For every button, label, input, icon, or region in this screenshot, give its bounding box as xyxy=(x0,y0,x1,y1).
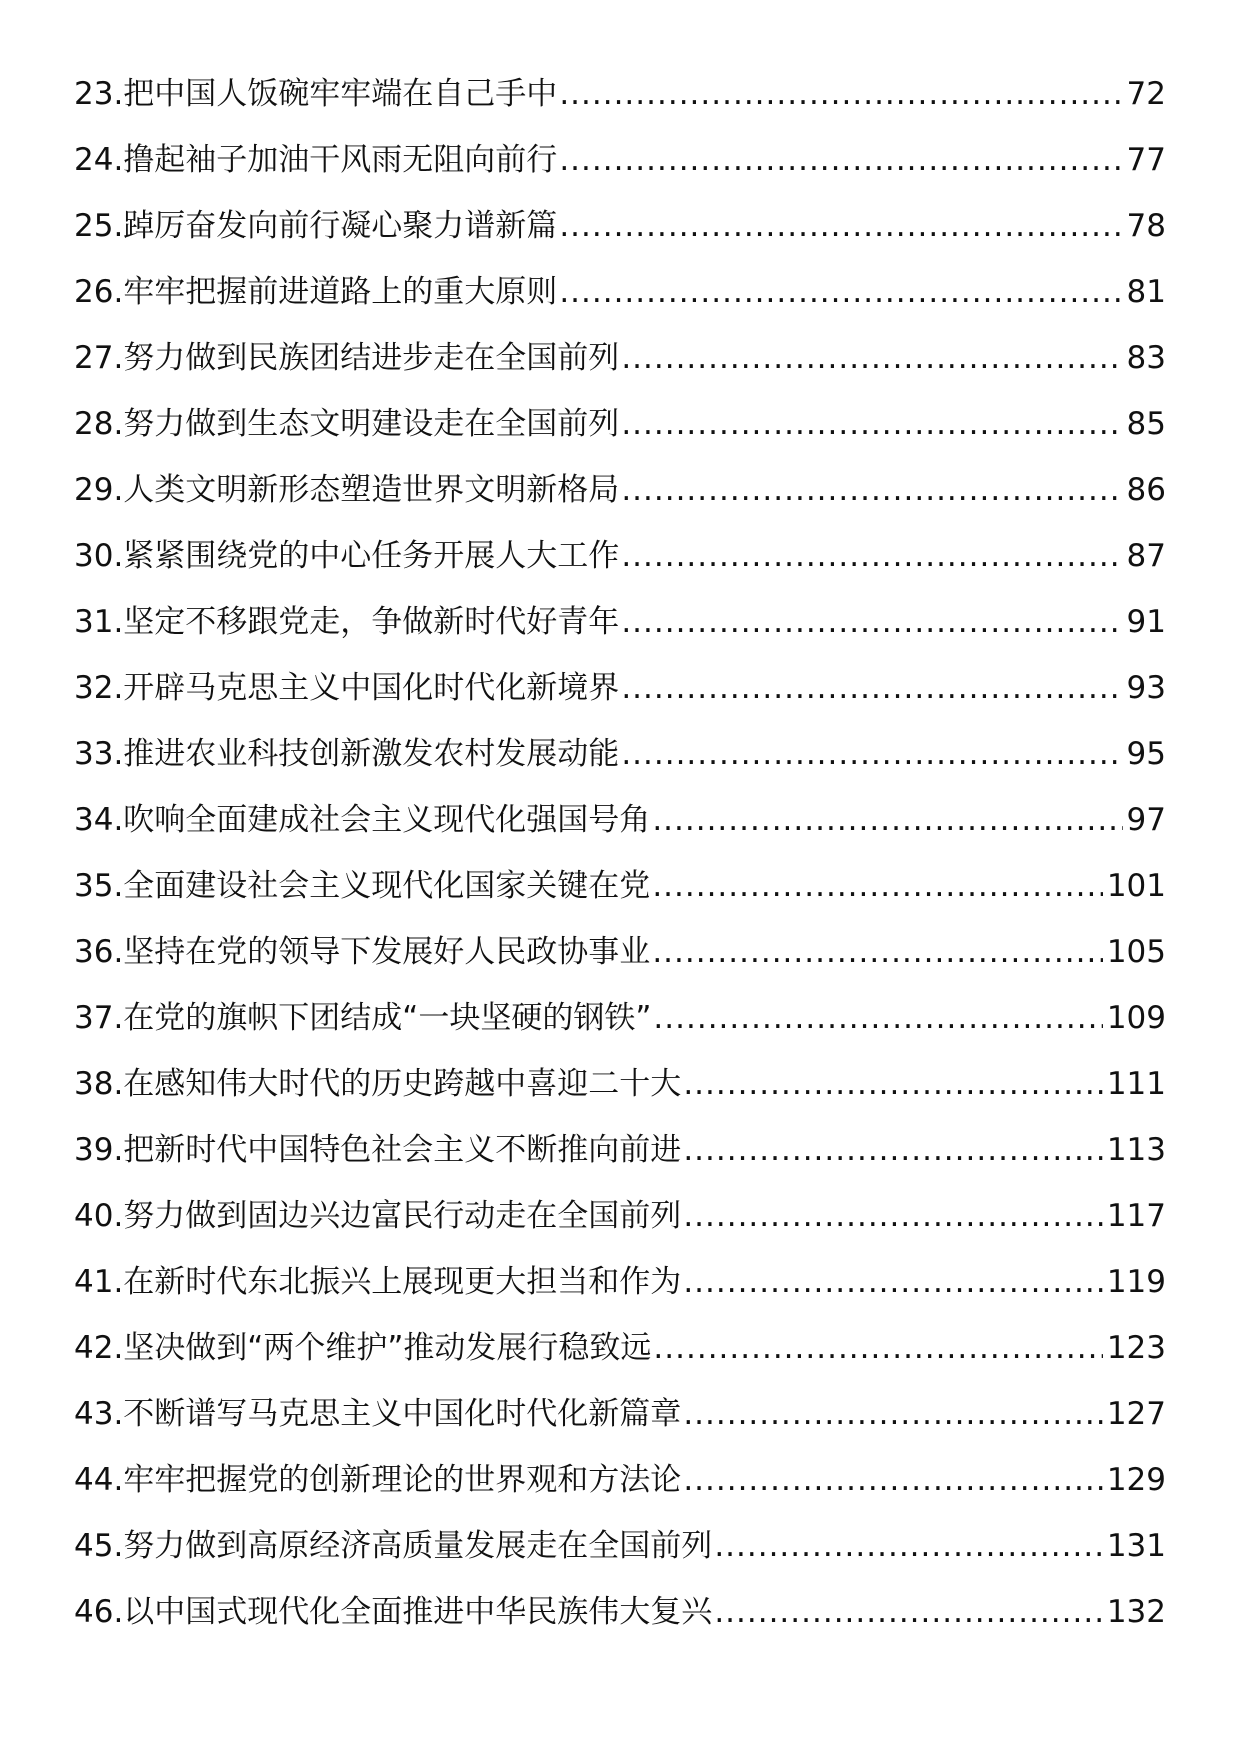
toc-dot-leader xyxy=(559,72,1122,116)
toc-entry-title: 45.努力做到高原经济高质量发展走在全国前列 xyxy=(74,1528,713,1564)
toc-entry-page: 81 xyxy=(1126,274,1166,310)
toc-entry-page: 127 xyxy=(1106,1396,1166,1432)
toc-dot-leader xyxy=(683,1128,1103,1172)
toc-entry[interactable] xyxy=(74,996,1166,1062)
toc-dot-leader xyxy=(714,1590,1103,1634)
toc-entry-title: 35.全面建设社会主义现代化国家关键在党 xyxy=(74,868,651,904)
toc-entry[interactable] xyxy=(74,138,1166,204)
toc-entry[interactable] xyxy=(74,534,1166,600)
toc-entry-title: 34.吹响全面建成社会主义现代化强国号角 xyxy=(74,802,651,838)
toc-dot-leader xyxy=(683,1458,1103,1502)
toc-entry-title: 36.坚持在党的领导下发展好人民政协事业 xyxy=(74,934,651,970)
toc-dot-leader xyxy=(621,666,1122,710)
toc-entry-title: 37.在党的旗帜下团结成“一块坚硬的钢铁” xyxy=(74,1000,652,1036)
toc-entry-title: 40.努力做到固边兴边富民行动走在全国前列 xyxy=(74,1198,682,1234)
toc-entry-page: 109 xyxy=(1106,1000,1166,1036)
toc-entry-title: 44.牢牢把握党的创新理论的世界观和方法论 xyxy=(74,1462,682,1498)
toc-entry[interactable] xyxy=(74,1062,1166,1128)
toc-entry-title: 38.在感知伟大时代的历史跨越中喜迎二十大 xyxy=(74,1066,682,1102)
toc-entry[interactable] xyxy=(74,336,1166,402)
toc-dot-leader xyxy=(683,1392,1103,1436)
toc-entry[interactable] xyxy=(74,798,1166,864)
toc-entry-title: 41.在新时代东北振兴上展现更大担当和作为 xyxy=(74,1264,682,1300)
toc-entry-page: 86 xyxy=(1126,472,1166,508)
toc-entry-page: 129 xyxy=(1106,1462,1166,1498)
toc-entry-title: 23.把中国人饭碗牢牢端在自己手中 xyxy=(74,76,558,112)
toc-entry-page: 78 xyxy=(1126,208,1166,244)
toc-entry-page: 101 xyxy=(1106,868,1166,904)
toc-entry-page: 85 xyxy=(1126,406,1166,442)
toc-entry-title: 29.人类文明新形态塑造世界文明新格局 xyxy=(74,472,620,508)
toc-dot-leader xyxy=(621,402,1122,446)
toc-entry-page: 131 xyxy=(1106,1528,1166,1564)
toc-dot-leader xyxy=(559,270,1122,314)
toc-dot-leader xyxy=(652,864,1103,908)
toc-entry-page: 77 xyxy=(1126,142,1166,178)
toc-dot-leader xyxy=(621,468,1122,512)
toc-entry[interactable] xyxy=(74,1392,1166,1458)
toc-entry[interactable] xyxy=(74,72,1166,138)
toc-entry-page: 87 xyxy=(1126,538,1166,574)
toc-entry[interactable] xyxy=(74,204,1166,270)
toc-entry-title: 39.把新时代中国特色社会主义不断推向前进 xyxy=(74,1132,682,1168)
toc-dot-leader xyxy=(683,1062,1103,1106)
toc-entry[interactable] xyxy=(74,930,1166,996)
toc-entry-page: 95 xyxy=(1126,736,1166,772)
toc-entry[interactable] xyxy=(74,1260,1166,1326)
toc-dot-leader xyxy=(621,600,1122,644)
toc-entry-title: 28.努力做到生态文明建设走在全国前列 xyxy=(74,406,620,442)
toc-entry-title: 25.踔厉奋发向前行凝心聚力谱新篇 xyxy=(74,208,558,244)
toc-entry-page: 111 xyxy=(1106,1066,1166,1102)
table-of-contents xyxy=(74,72,1166,1656)
toc-entry[interactable] xyxy=(74,402,1166,468)
toc-dot-leader xyxy=(653,996,1102,1040)
toc-entry-page: 91 xyxy=(1126,604,1166,640)
toc-entry-page: 72 xyxy=(1126,76,1166,112)
toc-dot-leader xyxy=(652,930,1103,974)
toc-entry-page: 93 xyxy=(1126,670,1166,706)
toc-dot-leader xyxy=(621,336,1122,380)
toc-entry-page: 117 xyxy=(1106,1198,1166,1234)
toc-entry-page: 123 xyxy=(1106,1330,1166,1366)
toc-entry-title: 32.开辟马克思主义中国化时代化新境界 xyxy=(74,670,620,706)
toc-entry-title: 43.不断谱写马克思主义中国化时代化新篇章 xyxy=(74,1396,682,1432)
toc-dot-leader xyxy=(653,1326,1102,1370)
toc-dot-leader xyxy=(652,798,1122,842)
toc-entry[interactable] xyxy=(74,1590,1166,1656)
toc-entry-page: 119 xyxy=(1106,1264,1166,1300)
toc-entry[interactable] xyxy=(74,732,1166,798)
toc-entry[interactable] xyxy=(74,1194,1166,1260)
toc-entry-title: 42.坚决做到“两个维护”推动发展行稳致远 xyxy=(74,1330,652,1366)
toc-entry[interactable] xyxy=(74,666,1166,732)
toc-dot-leader xyxy=(621,732,1122,776)
toc-entry-page: 132 xyxy=(1106,1594,1166,1630)
toc-entry-title: 33.推进农业科技创新激发农村发展动能 xyxy=(74,736,620,772)
toc-entry-title: 27.努力做到民族团结进步走在全国前列 xyxy=(74,340,620,376)
toc-entry[interactable] xyxy=(74,1524,1166,1590)
toc-entry-page: 97 xyxy=(1126,802,1166,838)
toc-dot-leader xyxy=(621,534,1122,578)
toc-entry-title: 24.撸起袖子加油干风雨无阻向前行 xyxy=(74,142,558,178)
toc-dot-leader xyxy=(559,138,1122,182)
toc-entry-page: 105 xyxy=(1106,934,1166,970)
toc-entry-title: 26.牢牢把握前进道路上的重大原则 xyxy=(74,274,558,310)
toc-entry[interactable] xyxy=(74,1458,1166,1524)
toc-entry[interactable] xyxy=(74,1326,1166,1392)
toc-entry-title: 30.紧紧围绕党的中心任务开展人大工作 xyxy=(74,538,620,574)
toc-entry-page: 83 xyxy=(1126,340,1166,376)
toc-entry[interactable] xyxy=(74,600,1166,666)
toc-dot-leader xyxy=(559,204,1122,248)
toc-entry-title: 31.坚定不移跟党走，争做新时代好青年 xyxy=(74,604,620,640)
toc-dot-leader xyxy=(683,1194,1103,1238)
toc-entry[interactable] xyxy=(74,468,1166,534)
toc-entry-title: 46.以中国式现代化全面推进中华民族伟大复兴 xyxy=(74,1594,713,1630)
toc-dot-leader xyxy=(683,1260,1103,1304)
toc-entry[interactable] xyxy=(74,270,1166,336)
toc-dot-leader xyxy=(714,1524,1103,1568)
toc-entry[interactable] xyxy=(74,864,1166,930)
toc-entry-page: 113 xyxy=(1106,1132,1166,1168)
toc-entry[interactable] xyxy=(74,1128,1166,1194)
